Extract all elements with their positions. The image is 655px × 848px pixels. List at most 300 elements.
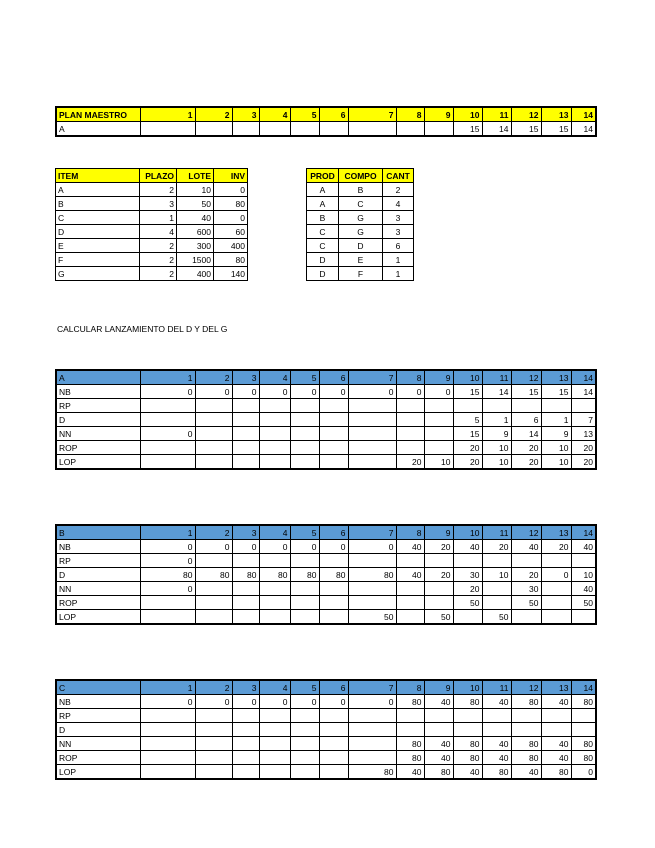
value-cell: 14 (482, 122, 511, 137)
value-cell: 80 (396, 737, 424, 751)
row-label-cell: G (56, 267, 140, 281)
value-cell: 80 (453, 737, 482, 751)
value-cell: 3 (383, 225, 414, 239)
value-cell (571, 554, 596, 568)
table-row (307, 253, 414, 267)
row-label-cell: LOP (56, 765, 140, 780)
value-cell (140, 751, 195, 765)
value-cell (424, 554, 453, 568)
value-cell (453, 723, 482, 737)
row-label-cell: E (56, 239, 140, 253)
header-cell: 6 (319, 525, 348, 540)
value-cell (424, 596, 453, 610)
value-cell: 80 (453, 751, 482, 765)
mrp-table-b (55, 524, 597, 625)
header-cell: 1 (140, 107, 195, 122)
header-row (56, 169, 248, 183)
value-cell (195, 596, 232, 610)
value-cell (319, 554, 348, 568)
value-cell (259, 413, 290, 427)
value-cell (396, 596, 424, 610)
mrp-table-c (55, 679, 597, 780)
value-cell (259, 610, 290, 625)
value-cell (396, 709, 424, 723)
table-row (56, 211, 248, 225)
value-cell (290, 737, 319, 751)
header-cell: 5 (290, 680, 319, 695)
value-cell: 20 (453, 582, 482, 596)
value-cell (319, 610, 348, 625)
value-cell: 14 (571, 385, 596, 399)
value-cell (319, 441, 348, 455)
value-cell: 0 (541, 568, 571, 582)
header-cell: 8 (396, 107, 424, 122)
value-cell: 0 (348, 385, 396, 399)
header-cell: 4 (259, 370, 290, 385)
value-cell (290, 441, 319, 455)
row-label-cell: D (56, 225, 140, 239)
value-cell: 80 (232, 568, 259, 582)
table-row (56, 385, 596, 399)
header-cell: COMPO (339, 169, 383, 183)
value-cell: 80 (511, 695, 541, 709)
row-label-cell: D (307, 253, 339, 267)
value-cell: 0 (232, 695, 259, 709)
header-cell: 10 (453, 680, 482, 695)
value-cell (140, 596, 195, 610)
table-row (307, 183, 414, 197)
value-cell: 9 (482, 427, 511, 441)
header-cell: 1 (140, 525, 195, 540)
value-cell: G (339, 211, 383, 225)
value-cell (290, 427, 319, 441)
value-cell (195, 582, 232, 596)
value-cell: 0 (571, 765, 596, 780)
value-cell: 3 (140, 197, 177, 211)
value-cell (396, 427, 424, 441)
value-cell (259, 455, 290, 470)
value-cell (232, 765, 259, 780)
value-cell: 0 (195, 695, 232, 709)
value-cell: 140 (214, 267, 248, 281)
table-row (56, 709, 596, 723)
value-cell: 20 (482, 540, 511, 554)
value-cell (319, 765, 348, 780)
value-cell (259, 596, 290, 610)
row-label-cell: C (307, 225, 339, 239)
value-cell: 3 (383, 211, 414, 225)
table-row (56, 554, 596, 568)
value-cell: 40 (482, 751, 511, 765)
value-cell: 15 (453, 427, 482, 441)
value-cell: 0 (140, 582, 195, 596)
value-cell: 1 (383, 267, 414, 281)
value-cell: 20 (511, 568, 541, 582)
value-cell (571, 723, 596, 737)
header-cell: 10 (453, 370, 482, 385)
value-cell: 20 (511, 441, 541, 455)
value-cell (259, 399, 290, 413)
value-cell: 40 (541, 751, 571, 765)
table-row (56, 568, 596, 582)
value-cell (319, 582, 348, 596)
row-label-cell: NB (56, 695, 140, 709)
value-cell (290, 751, 319, 765)
row-label-cell: LOP (56, 610, 140, 625)
value-cell: 20 (453, 441, 482, 455)
header-cell: PROD (307, 169, 339, 183)
master-plan-table (55, 106, 597, 137)
value-cell: 40 (453, 765, 482, 780)
value-cell: 9 (541, 427, 571, 441)
value-cell (290, 610, 319, 625)
value-cell (396, 122, 424, 137)
header-cell: B (56, 525, 140, 540)
value-cell (232, 122, 259, 137)
value-cell (424, 122, 453, 137)
header-cell: 5 (290, 525, 319, 540)
header-cell: 12 (511, 107, 541, 122)
header-cell: 1 (140, 680, 195, 695)
value-cell: 80 (482, 765, 511, 780)
value-cell (396, 441, 424, 455)
value-cell: 80 (571, 751, 596, 765)
value-cell (396, 554, 424, 568)
value-cell (348, 554, 396, 568)
header-cell: 6 (319, 107, 348, 122)
value-cell (319, 413, 348, 427)
value-cell (259, 709, 290, 723)
value-cell: 80 (290, 568, 319, 582)
value-cell: 4 (383, 197, 414, 211)
table-row (307, 267, 414, 281)
header-cell: 13 (541, 680, 571, 695)
value-cell: 2 (383, 183, 414, 197)
value-cell: 13 (571, 427, 596, 441)
value-cell (424, 723, 453, 737)
value-cell: 6 (383, 239, 414, 253)
items-table (55, 168, 248, 281)
table-row (56, 610, 596, 625)
value-cell (195, 427, 232, 441)
value-cell (348, 455, 396, 470)
row-label-cell: NN (56, 427, 140, 441)
header-cell: 2 (195, 107, 232, 122)
header-cell: 9 (424, 680, 453, 695)
bom-table (306, 168, 414, 281)
value-cell (511, 709, 541, 723)
value-cell (319, 122, 348, 137)
value-cell: 40 (424, 695, 453, 709)
value-cell (424, 441, 453, 455)
value-cell: 10 (482, 568, 511, 582)
header-cell: 11 (482, 370, 511, 385)
value-cell: 20 (453, 455, 482, 470)
header-cell: 12 (511, 370, 541, 385)
value-cell (453, 709, 482, 723)
value-cell: 80 (396, 695, 424, 709)
table-row (56, 723, 596, 737)
value-cell (424, 709, 453, 723)
value-cell (348, 413, 396, 427)
table-row (56, 596, 596, 610)
header-cell: 6 (319, 370, 348, 385)
value-cell (319, 455, 348, 470)
value-cell: 0 (348, 540, 396, 554)
value-cell: 14 (571, 122, 596, 137)
header-cell: LOTE (177, 169, 214, 183)
value-cell (482, 596, 511, 610)
value-cell (511, 399, 541, 413)
value-cell (348, 709, 396, 723)
value-cell: 60 (214, 225, 248, 239)
value-cell: 4 (140, 225, 177, 239)
value-cell (482, 582, 511, 596)
value-cell (290, 554, 319, 568)
table-row (56, 540, 596, 554)
value-cell: 10 (424, 455, 453, 470)
value-cell (195, 455, 232, 470)
value-cell: 80 (571, 695, 596, 709)
value-cell (140, 455, 195, 470)
value-cell: 40 (396, 765, 424, 780)
value-cell (259, 737, 290, 751)
header-cell: CANT (383, 169, 414, 183)
value-cell (424, 582, 453, 596)
value-cell (232, 723, 259, 737)
value-cell: D (339, 239, 383, 253)
value-cell: 80 (541, 765, 571, 780)
table-row (307, 239, 414, 253)
value-cell: 40 (424, 751, 453, 765)
header-cell: 13 (541, 525, 571, 540)
value-cell: E (339, 253, 383, 267)
header-cell: 8 (396, 525, 424, 540)
value-cell (259, 582, 290, 596)
table-row (56, 441, 596, 455)
row-label-cell: A (307, 183, 339, 197)
row-label-cell: RP (56, 709, 140, 723)
value-cell: 50 (571, 596, 596, 610)
header-cell: 13 (541, 370, 571, 385)
value-cell: C (339, 197, 383, 211)
value-cell: 30 (453, 568, 482, 582)
header-cell: 4 (259, 107, 290, 122)
value-cell: 7 (571, 413, 596, 427)
value-cell (290, 582, 319, 596)
value-cell: 0 (140, 540, 195, 554)
header-row (56, 370, 596, 385)
value-cell (140, 737, 195, 751)
header-cell: 12 (511, 525, 541, 540)
value-cell: 80 (140, 568, 195, 582)
header-cell: PLAZO (140, 169, 177, 183)
value-cell (424, 427, 453, 441)
header-cell: 11 (482, 107, 511, 122)
value-cell: 40 (571, 540, 596, 554)
value-cell: 0 (140, 695, 195, 709)
value-cell: 15 (511, 122, 541, 137)
table-row (56, 267, 248, 281)
value-cell: 20 (424, 568, 453, 582)
header-cell: 4 (259, 680, 290, 695)
header-cell: 7 (348, 107, 396, 122)
value-cell (348, 582, 396, 596)
value-cell (140, 441, 195, 455)
value-cell (348, 737, 396, 751)
row-label-cell: B (56, 197, 140, 211)
value-cell: 400 (214, 239, 248, 253)
value-cell (140, 610, 195, 625)
value-cell: 10 (482, 441, 511, 455)
value-cell (290, 723, 319, 737)
value-cell: 40 (453, 540, 482, 554)
value-cell (232, 737, 259, 751)
value-cell (290, 709, 319, 723)
table-row (56, 183, 248, 197)
value-cell (232, 455, 259, 470)
value-cell (511, 554, 541, 568)
value-cell (348, 427, 396, 441)
header-cell: 3 (232, 680, 259, 695)
header-cell: 1 (140, 370, 195, 385)
row-label-cell: ROP (56, 441, 140, 455)
value-cell (511, 610, 541, 625)
row-label-cell: A (307, 197, 339, 211)
header-cell: 14 (571, 107, 596, 122)
row-label-cell: D (307, 267, 339, 281)
value-cell: 0 (319, 540, 348, 554)
value-cell (195, 610, 232, 625)
row-label-cell: LOP (56, 455, 140, 470)
value-cell: 50 (453, 596, 482, 610)
header-cell: 8 (396, 680, 424, 695)
value-cell: 600 (177, 225, 214, 239)
header-cell: 2 (195, 525, 232, 540)
value-cell: F (339, 267, 383, 281)
header-cell: 11 (482, 525, 511, 540)
value-cell (140, 723, 195, 737)
table-row (56, 765, 596, 780)
value-cell (396, 582, 424, 596)
value-cell: 15 (453, 385, 482, 399)
value-cell: 15 (511, 385, 541, 399)
value-cell: 0 (195, 540, 232, 554)
header-cell: 3 (232, 370, 259, 385)
value-cell (348, 596, 396, 610)
value-cell: 0 (290, 695, 319, 709)
row-label-cell: RP (56, 399, 140, 413)
value-cell (195, 122, 232, 137)
value-cell: 0 (319, 695, 348, 709)
value-cell (348, 723, 396, 737)
row-label-cell: D (56, 723, 140, 737)
value-cell (319, 427, 348, 441)
value-cell: 0 (140, 385, 195, 399)
value-cell: 0 (290, 385, 319, 399)
value-cell (195, 737, 232, 751)
value-cell: 50 (424, 610, 453, 625)
value-cell: 0 (396, 385, 424, 399)
value-cell (290, 399, 319, 413)
value-cell (290, 122, 319, 137)
value-cell (259, 723, 290, 737)
header-cell: INV (214, 169, 248, 183)
header-row (307, 169, 414, 183)
value-cell (195, 765, 232, 780)
value-cell (424, 413, 453, 427)
header-cell: 8 (396, 370, 424, 385)
table-row (56, 751, 596, 765)
header-row (56, 107, 596, 122)
value-cell (453, 610, 482, 625)
table-row (307, 225, 414, 239)
value-cell: 0 (348, 695, 396, 709)
value-cell: 2 (140, 253, 177, 267)
header-cell: 9 (424, 107, 453, 122)
value-cell (232, 751, 259, 765)
value-cell: 300 (177, 239, 214, 253)
row-label-cell: ROP (56, 751, 140, 765)
value-cell (195, 554, 232, 568)
row-label-cell: F (56, 253, 140, 267)
value-cell: 0 (259, 540, 290, 554)
value-cell: 15 (541, 122, 571, 137)
value-cell: 0 (259, 385, 290, 399)
value-cell (232, 582, 259, 596)
value-cell: 20 (571, 441, 596, 455)
value-cell (232, 413, 259, 427)
value-cell (482, 709, 511, 723)
header-cell: 10 (453, 525, 482, 540)
value-cell (482, 399, 511, 413)
value-cell (290, 413, 319, 427)
value-cell: 40 (541, 737, 571, 751)
header-cell: 7 (348, 370, 396, 385)
value-cell: 80 (571, 737, 596, 751)
value-cell: 20 (511, 455, 541, 470)
header-cell: 11 (482, 680, 511, 695)
header-cell: 10 (453, 107, 482, 122)
value-cell (259, 122, 290, 137)
value-cell: 0 (214, 211, 248, 225)
row-label-cell: A (56, 122, 140, 137)
value-cell (195, 413, 232, 427)
header-cell: 13 (541, 107, 571, 122)
value-cell (259, 751, 290, 765)
row-label-cell: B (307, 211, 339, 225)
value-cell (541, 554, 571, 568)
value-cell (232, 399, 259, 413)
header-cell: 12 (511, 680, 541, 695)
value-cell: 0 (195, 385, 232, 399)
value-cell (232, 596, 259, 610)
table-row (56, 427, 596, 441)
value-cell (319, 596, 348, 610)
table-row (56, 225, 248, 239)
value-cell (319, 399, 348, 413)
row-label-cell: A (56, 183, 140, 197)
value-cell: 2 (140, 183, 177, 197)
header-cell: 3 (232, 107, 259, 122)
table-row (307, 197, 414, 211)
value-cell: 0 (424, 385, 453, 399)
value-cell (232, 610, 259, 625)
value-cell (541, 596, 571, 610)
value-cell: 15 (453, 122, 482, 137)
value-cell (396, 413, 424, 427)
header-cell: 5 (290, 107, 319, 122)
